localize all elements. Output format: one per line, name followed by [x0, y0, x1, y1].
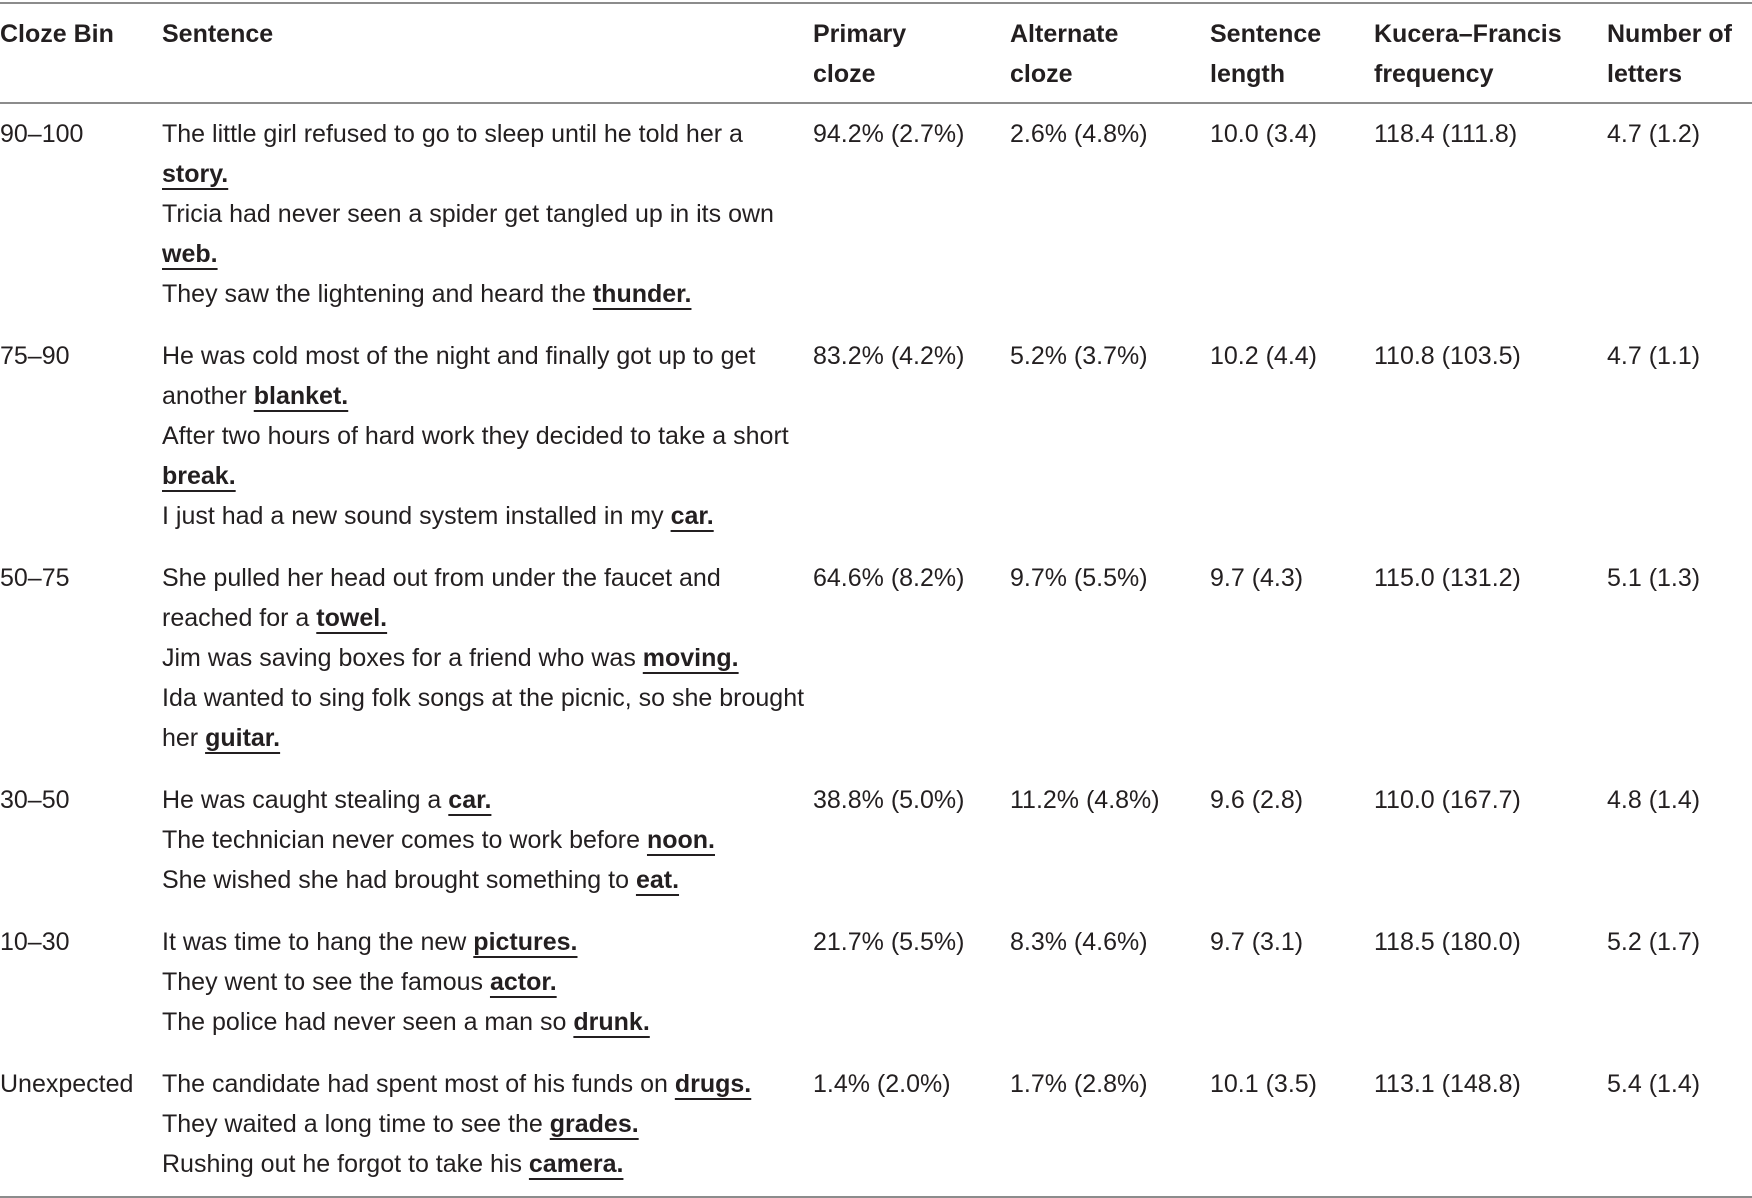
sentence-item — [162, 114, 805, 194]
sentence-text: It was time to hang the new — [162, 928, 467, 956]
sentence-target-word: eat. — [635, 866, 680, 894]
cell-number-of-letters: 4.7 (1.1) — [1607, 342, 1701, 370]
sentence-target-word: actor. — [489, 968, 557, 996]
sentence-item — [162, 820, 805, 860]
sentence-text: They saw the lightening and heard the — [162, 280, 586, 308]
cell-sentence-length: 9.7 (3.1) — [1210, 928, 1304, 956]
sentence-item — [162, 922, 805, 962]
sentence-item — [162, 1144, 805, 1184]
sentence-item — [162, 558, 805, 638]
cell-cloze-bin: Unexpected — [0, 1070, 134, 1098]
sentence-target-word: thunder. — [592, 280, 692, 308]
header-alternate-cloze — [1010, 3, 1210, 103]
sentence-text: The little girl refused to go to sleep until he told her a — [162, 120, 743, 148]
cell-cloze-bin: 50–75 — [0, 564, 70, 592]
header-primary-line1: Primary — [813, 20, 907, 48]
cell-alternate-cloze: 5.2% (3.7%) — [1010, 342, 1148, 370]
cell-sentences — [162, 326, 813, 548]
header-sentence-label: Sentence — [162, 20, 274, 48]
cell-primary-cloze: 83.2% (4.2%) — [813, 342, 965, 370]
table-row — [0, 1054, 1752, 1197]
header-kf-line2: frequency — [1374, 60, 1494, 88]
cell-primary-cloze: 94.2% (2.7%) — [813, 120, 965, 148]
table-body — [0, 103, 1752, 1197]
cell-cloze-bin: 90–100 — [0, 120, 84, 148]
sentence-target-word: drugs. — [674, 1070, 752, 1098]
header-letters-line2: letters — [1607, 60, 1683, 88]
cell-alternate-cloze: 1.7% (2.8%) — [1010, 1070, 1148, 1098]
header-alternate-line1: Alternate — [1010, 20, 1119, 48]
sentence-target-word: car. — [670, 502, 714, 530]
sentence-item — [162, 496, 805, 536]
cell-primary-cloze: 38.8% (5.0%) — [813, 786, 965, 814]
table-row — [0, 326, 1752, 548]
sentence-target-word: blanket. — [253, 382, 349, 410]
cell-primary-cloze: 21.7% (5.5%) — [813, 928, 965, 956]
sentence-text: They went to see the famous — [162, 968, 484, 996]
sentence-text: The candidate had spent most of his funds on — [162, 1070, 668, 1098]
sentence-target-word: break. — [162, 462, 236, 490]
sentence-text: She pulled her head out from under the faucet and reached for a — [162, 564, 721, 632]
cell-sentence-length: 10.0 (3.4) — [1210, 120, 1318, 148]
cloze-table-container — [0, 2, 1752, 1183]
sentence-text: Tricia had never seen a spider get tangled up in its own — [162, 200, 774, 228]
sentence-text: Ida wanted to sing folk songs at the picnic, so she brought her — [162, 684, 805, 752]
sentence-target-word: towel. — [316, 604, 388, 632]
sentence-text: He was cold most of the night and finally got up to get another — [162, 342, 756, 410]
cell-primary-cloze: 64.6% (8.2%) — [813, 564, 965, 592]
cell-kucera-francis: 110.8 (103.5) — [1374, 342, 1521, 370]
cell-number-of-letters: 4.7 (1.2) — [1607, 120, 1701, 148]
sentence-item — [162, 860, 805, 900]
sentence-target-word: drunk. — [573, 1008, 650, 1036]
cell-sentence-length: 9.7 (4.3) — [1210, 564, 1304, 592]
cell-number-of-letters: 5.2 (1.7) — [1607, 928, 1701, 956]
header-kf-line1: Kucera–Francis — [1374, 20, 1562, 48]
sentence-item — [162, 416, 805, 496]
sentence-target-word: guitar. — [205, 724, 281, 752]
table-row — [0, 103, 1752, 326]
sentence-item — [162, 962, 805, 1002]
sentence-text: Jim was saving boxes for a friend who was — [162, 644, 636, 672]
sentence-target-word: grades. — [549, 1110, 639, 1138]
cell-alternate-cloze: 8.3% (4.6%) — [1010, 928, 1148, 956]
cell-sentences — [162, 770, 813, 912]
cell-sentence-length: 9.6 (2.8) — [1210, 786, 1304, 814]
sentence-item — [162, 1104, 805, 1144]
sentence-text: They waited a long time to see the — [162, 1110, 543, 1138]
cell-sentence-length: 10.2 (4.4) — [1210, 342, 1318, 370]
sentence-text: The police had never seen a man so — [162, 1008, 567, 1036]
sentence-target-word: story. — [162, 160, 229, 188]
cell-kucera-francis: 118.4 (111.8) — [1374, 120, 1518, 148]
sentence-item — [162, 194, 805, 274]
cell-sentences — [162, 103, 813, 326]
header-sentence — [162, 3, 813, 103]
sentence-item — [162, 336, 805, 416]
cell-alternate-cloze: 2.6% (4.8%) — [1010, 120, 1148, 148]
sentence-target-word: car. — [448, 786, 492, 814]
cell-kucera-francis: 115.0 (131.2) — [1374, 564, 1521, 592]
header-number-of-letters — [1607, 3, 1752, 103]
header-alternate-line2: cloze — [1010, 60, 1073, 88]
sentence-item — [162, 1064, 805, 1104]
header-primary-line2: cloze — [813, 60, 876, 88]
table-row — [0, 912, 1752, 1054]
cell-sentence-length: 10.1 (3.5) — [1210, 1070, 1318, 1098]
header-length-line2: length — [1210, 60, 1285, 88]
header-row — [0, 3, 1752, 103]
sentence-target-word: web. — [162, 240, 218, 268]
cell-sentences — [162, 1054, 813, 1197]
header-cloze-bin-label: Cloze Bin — [0, 20, 114, 48]
sentence-text: He was caught stealing a — [162, 786, 442, 814]
sentence-target-word: camera. — [528, 1150, 624, 1178]
header-primary-cloze — [813, 3, 1010, 103]
cell-cloze-bin: 10–30 — [0, 928, 70, 956]
cell-cloze-bin: 75–90 — [0, 342, 70, 370]
cell-kucera-francis: 110.0 (167.7) — [1374, 786, 1521, 814]
sentence-item — [162, 678, 805, 758]
sentence-text: After two hours of hard work they decided to take a short — [162, 422, 789, 450]
cell-kucera-francis: 118.5 (180.0) — [1374, 928, 1521, 956]
cell-alternate-cloze: 9.7% (5.5%) — [1010, 564, 1148, 592]
header-sentence-length — [1210, 3, 1374, 103]
header-cloze-bin — [0, 3, 162, 103]
cell-kucera-francis: 113.1 (148.8) — [1374, 1070, 1521, 1098]
table-header — [0, 3, 1752, 103]
cell-cloze-bin: 30–50 — [0, 786, 70, 814]
cell-sentences — [162, 912, 813, 1054]
sentence-item — [162, 1002, 805, 1042]
sentence-target-word: pictures. — [473, 928, 578, 956]
table-row — [0, 770, 1752, 912]
sentence-item — [162, 638, 805, 678]
sentence-target-word: noon. — [646, 826, 715, 854]
sentence-text: I just had a new sound system installed in my — [162, 502, 664, 530]
sentence-item — [162, 780, 805, 820]
header-length-line1: Sentence — [1210, 20, 1322, 48]
sentence-text: Rushing out he forgot to take his — [162, 1150, 522, 1178]
cell-sentences — [162, 548, 813, 770]
header-kucera-francis — [1374, 3, 1607, 103]
sentence-text: She wished she had brought something to — [162, 866, 629, 894]
cell-number-of-letters: 5.1 (1.3) — [1607, 564, 1701, 592]
cell-primary-cloze: 1.4% (2.0%) — [813, 1070, 951, 1098]
cloze-stimuli-table — [0, 2, 1752, 1198]
cell-alternate-cloze: 11.2% (4.8%) — [1010, 786, 1160, 814]
sentence-item — [162, 274, 805, 314]
sentence-text: The technician never comes to work before — [162, 826, 641, 854]
sentence-target-word: moving. — [642, 644, 739, 672]
table-row — [0, 548, 1752, 770]
cell-number-of-letters: 4.8 (1.4) — [1607, 786, 1701, 814]
header-letters-line1: Number of — [1607, 20, 1732, 48]
cell-number-of-letters: 5.4 (1.4) — [1607, 1070, 1701, 1098]
